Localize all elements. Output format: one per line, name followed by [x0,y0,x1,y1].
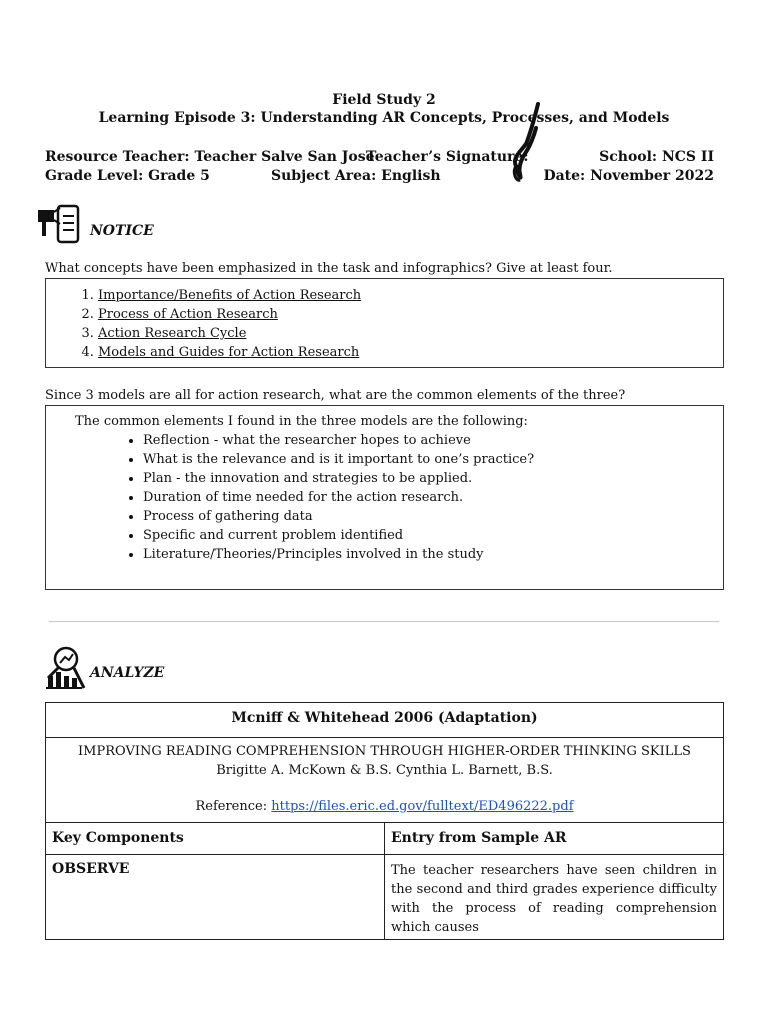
list-item: 1. Importance/Benefits of Action Research [98,286,723,305]
table-row [46,823,724,855]
list-item: • What is the relevance and is it important to one’s practice? [143,450,723,469]
list-item: • Literature/Theories/Principles involved in the study [143,545,723,564]
list-item: • Process of gathering data [143,507,723,526]
analyze-heading: ANALYZE [90,665,165,681]
component-observe: OBSERVE [46,855,385,940]
list-item: 3. Action Research Cycle [98,324,723,343]
column-header-entry: Entry from Sample AR [385,823,724,855]
study-title: IMPROVING READING COMPREHENSION THROUGH HIGHER-ORDER THINKING SKILLS [78,744,691,759]
list-item: • Duration of time needed for the action research. [143,488,723,507]
school: School: NCS II [599,149,714,165]
reference-label: Reference: [195,799,268,814]
table-row [46,738,724,823]
grade-level: Grade Level: Grade 5 [45,168,210,184]
divider [49,621,719,622]
elements-box [45,405,724,590]
notice-icon [36,202,86,246]
elements-intro: The common elements I found in the three models are the following: [75,414,528,429]
resource-teacher: Resource Teacher: Teacher Salve San Jose [45,149,375,165]
list-item: • Plan - the innovation and strategies to be applied. [143,469,723,488]
page-title: Field Study 2 [332,92,436,108]
analyze-icon [42,644,88,690]
signature-image [504,100,548,186]
reference-link[interactable]: https://files.eric.ed.gov/fulltext/ED496222.pdf [271,799,574,814]
study-cell [46,738,724,823]
list-item: 2. Process of Action Research [98,305,723,324]
list-item: • Reflection - what the researcher hopes to achieve [143,431,723,450]
analysis-table [45,702,724,940]
reference [52,797,717,816]
signature-label: Teacher’s Signature: [366,149,529,165]
study-authors: Brigitte A. McKown & B.S. Cynthia L. Barnett, B.S. [216,763,553,778]
table-row [46,855,724,940]
question-elements: Since 3 models are all for action research, what are the common elements of the three? [45,388,626,403]
concepts-box [45,278,724,368]
subject-area: Subject Area: English [271,168,441,184]
list-item: 4. Models and Guides for Action Research [98,343,723,362]
question-concepts: What concepts have been emphasized in the task and infographics? Give at least four. [45,261,613,276]
entry-observe: The teacher researchers have seen children in the second and third grades experience difficulty with the process of reading comprehension which causes [385,855,724,940]
notice-heading: NOTICE [90,223,154,239]
table-title: Mcniff & Whitehead 2006 (Adaptation) [46,703,724,738]
list-item: • Specific and current problem identified [143,526,723,545]
table-row [46,703,724,738]
column-header-components: Key Components [46,823,385,855]
date: Date: November 2022 [543,168,714,184]
page-subtitle: Learning Episode 3: Understanding AR Concepts, Processes, and Models [98,110,670,126]
